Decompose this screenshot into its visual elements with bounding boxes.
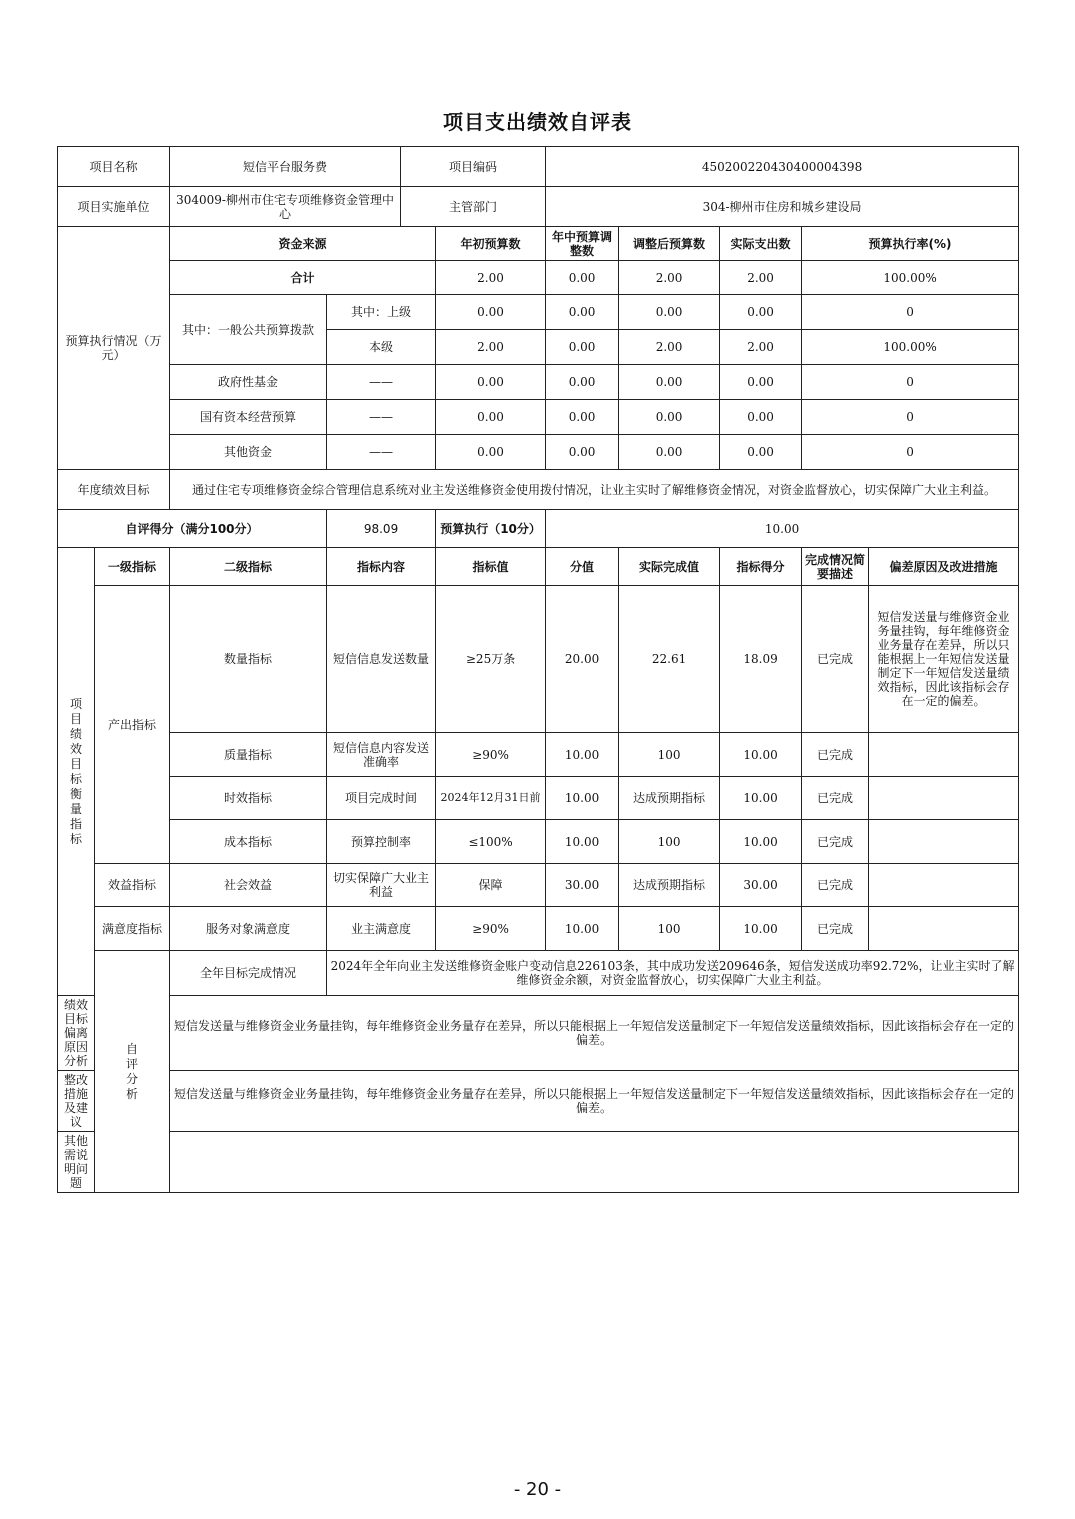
budget-upper-adjusted: 0.00 (619, 295, 720, 330)
budget-other-actual: 0.00 (720, 435, 802, 470)
analysis-item-label: 其他需说明问题 (58, 1132, 95, 1193)
indicator-row-cost (58, 820, 1019, 864)
budget-upper-midyear: 0.00 (546, 295, 619, 330)
analysis-row-rectification (58, 1071, 1019, 1132)
budget-total-actual: 2.00 (720, 261, 802, 295)
indicator-level2: 成本指标 (170, 820, 327, 864)
indicator-level2: 数量指标 (170, 586, 327, 733)
budget-header-rate: 预算执行率(%) (802, 227, 1019, 261)
budget-other-initial: 0.00 (436, 435, 546, 470)
analysis-item-label: 绩效目标偏离原因分析 (58, 996, 95, 1071)
dept-value: 304-柳州市住房和城乡建设局 (546, 187, 1019, 227)
indicator-header-content: 指标内容 (327, 548, 436, 586)
budget-govfund-midyear: 0.00 (546, 365, 619, 400)
budget-statecap-actual: 0.00 (720, 400, 802, 435)
unit-label: 项目实施单位 (58, 187, 170, 227)
project-name-value: 短信平台服务费 (170, 147, 401, 187)
indicator-row-quality (58, 733, 1019, 777)
project-code-label: 项目编码 (401, 147, 546, 187)
budget-total-label: 合计 (170, 261, 436, 295)
budget-header-adjusted: 调整后预算数 (619, 227, 720, 261)
benefit-indicator-label: 效益指标 (95, 864, 170, 907)
indicator-content: 业主满意度 (327, 907, 436, 951)
indicator-content: 短信信息内容发送准确率 (327, 733, 436, 777)
budget-local-rate: 100.00% (802, 330, 1019, 365)
budget-exec-value: 10.00 (546, 510, 1019, 548)
indicator-content: 项目完成时间 (327, 777, 436, 820)
budget-govfund-rate: 0 (802, 365, 1019, 400)
indicator-target: 2024年12月31日前 (436, 777, 546, 820)
indicator-actual: 达成预期指标 (619, 777, 720, 820)
budget-local-adjusted: 2.00 (619, 330, 720, 365)
satisfaction-indicator-label: 满意度指标 (95, 907, 170, 951)
indicator-header-level1: 一级指标 (95, 548, 170, 586)
page-number: - 20 - (513, 1479, 562, 1500)
budget-govfund-initial: 0.00 (436, 365, 546, 400)
indicator-status: 已完成 (802, 820, 869, 864)
budget-upper-row (58, 295, 1019, 330)
indicator-section-label (58, 548, 95, 996)
score-label: 自评得分（满分100分） (58, 510, 327, 548)
budget-header-midyear: 年中预算调整数 (546, 227, 619, 261)
budget-local-label: 本级 (327, 330, 436, 365)
indicator-status: 已完成 (802, 777, 869, 820)
budget-statecap-row (58, 400, 1019, 435)
indicator-weight: 30.00 (546, 864, 619, 907)
annual-goal-row (58, 470, 1019, 510)
indicator-row-satisfaction (58, 907, 1019, 951)
indicator-weight: 10.00 (546, 777, 619, 820)
budget-header-actual: 实际支出数 (720, 227, 802, 261)
budget-exec-label: 预算执行（10分） (436, 510, 546, 548)
budget-other-dash: —— (327, 435, 436, 470)
indicator-header-status: 完成情况简要描述 (802, 548, 869, 586)
analysis-item-label: 整改措施及建议 (58, 1071, 95, 1132)
indicator-score: 10.00 (720, 907, 802, 951)
budget-govfund-dash: —— (327, 365, 436, 400)
indicator-weight: 10.00 (546, 820, 619, 864)
budget-upper-label: 其中：上级 (327, 295, 436, 330)
budget-upper-initial: 0.00 (436, 295, 546, 330)
indicator-section-text: 项目绩效目标衡量指标 (69, 696, 82, 846)
indicator-deviation (869, 777, 1019, 820)
indicator-target: ≤100% (436, 820, 546, 864)
analysis-row-completion (58, 951, 1019, 996)
project-name-row (58, 147, 1019, 187)
project-name-label: 项目名称 (58, 147, 170, 187)
indicator-score: 10.00 (720, 733, 802, 777)
score-value: 98.09 (327, 510, 436, 548)
indicator-header-weight: 分值 (546, 548, 619, 586)
budget-govfund-row (58, 365, 1019, 400)
budget-other-row (58, 435, 1019, 470)
indicator-deviation (869, 733, 1019, 777)
output-indicator-label: 产出指标 (95, 586, 170, 864)
indicator-row-quantity (58, 586, 1019, 733)
analysis-row-deviation (58, 996, 1019, 1071)
analysis-section-label (95, 951, 170, 1193)
indicator-header-actual: 实际完成值 (619, 548, 720, 586)
indicator-target: ≥90% (436, 907, 546, 951)
budget-local-midyear: 0.00 (546, 330, 619, 365)
budget-total-initial: 2.00 (436, 261, 546, 295)
indicator-score: 18.09 (720, 586, 802, 733)
indicator-status: 已完成 (802, 864, 869, 907)
indicator-level2: 质量指标 (170, 733, 327, 777)
indicator-deviation (869, 820, 1019, 864)
indicator-weight: 20.00 (546, 586, 619, 733)
performance-table (57, 146, 1019, 1193)
indicator-row-timeliness (58, 777, 1019, 820)
budget-govfund-label: 政府性基金 (170, 365, 327, 400)
analysis-item-text: 短信发送量与维修资金业务量挂钩，每年维修资金业务量存在差异，所以只能根据上一年短信发送量制定下一年短信发送量绩效指标，因此该指标会存在一定的偏差。 (170, 1071, 1019, 1132)
budget-other-rate: 0 (802, 435, 1019, 470)
unit-row (58, 187, 1019, 227)
budget-other-midyear: 0.00 (546, 435, 619, 470)
budget-local-initial: 2.00 (436, 330, 546, 365)
indicator-score: 30.00 (720, 864, 802, 907)
dept-label: 主管部门 (401, 187, 546, 227)
indicator-row-social (58, 864, 1019, 907)
indicator-score: 10.00 (720, 820, 802, 864)
budget-statecap-rate: 0 (802, 400, 1019, 435)
indicator-header-deviation: 偏差原因及改进措施 (869, 548, 1019, 586)
budget-govfund-adjusted: 0.00 (619, 365, 720, 400)
budget-total-midyear: 0.00 (546, 261, 619, 295)
unit-value: 304009-柳州市住宅专项维修资金管理中心 (170, 187, 401, 227)
project-code-value: 450200220430400004398 (546, 147, 1019, 187)
indicator-header-level2: 二级指标 (170, 548, 327, 586)
indicator-content: 切实保障广大业主利益 (327, 864, 436, 907)
indicator-header-score: 指标得分 (720, 548, 802, 586)
indicator-status: 已完成 (802, 907, 869, 951)
indicator-target: 保障 (436, 864, 546, 907)
indicator-actual: 100 (619, 733, 720, 777)
analysis-item-text: 2024年全年向业主发送维修资金账户变动信息226103条，其中成功发送209646条，短信发送成功率92.72%，让业主实时了解维修资金余额，对资金监督放心，切实保障广大业主利益。 (327, 951, 1019, 996)
budget-total-rate: 100.00% (802, 261, 1019, 295)
budget-header-source: 资金来源 (170, 227, 436, 261)
indicator-content: 预算控制率 (327, 820, 436, 864)
budget-other-label: 其他资金 (170, 435, 327, 470)
indicator-level2: 社会效益 (170, 864, 327, 907)
annual-goal-text: 通过住宅专项维修资金综合管理信息系统对业主发送维修资金使用拨付情况，让业主实时了解维修资金情况，对资金监督放心，切实保障广大业主利益。 (170, 470, 1019, 510)
budget-total-row (58, 261, 1019, 295)
indicator-deviation: 短信发送量与维修资金业务量挂钩，每年维修资金业务量存在差异，所以只能根据上一年短信发送量制定下一年短信发送量绩效指标，因此该指标会存在一定的偏差。 (869, 586, 1019, 733)
indicator-deviation (869, 907, 1019, 951)
indicator-level2: 时效指标 (170, 777, 327, 820)
budget-statecap-dash: —— (327, 400, 436, 435)
indicator-status: 已完成 (802, 733, 869, 777)
indicator-header-row (58, 548, 1019, 586)
annual-goal-label: 年度绩效目标 (58, 470, 170, 510)
indicator-target: ≥90% (436, 733, 546, 777)
indicator-actual: 100 (619, 907, 720, 951)
budget-statecap-midyear: 0.00 (546, 400, 619, 435)
analysis-item-label: 全年目标完成情况 (170, 951, 327, 996)
indicator-status: 已完成 (802, 586, 869, 733)
budget-total-adjusted: 2.00 (619, 261, 720, 295)
budget-statecap-label: 国有资本经营预算 (170, 400, 327, 435)
analysis-item-text: 短信发送量与维修资金业务量挂钩，每年维修资金业务量存在差异，所以只能根据上一年短信发送量制定下一年短信发送量绩效指标，因此该指标会存在一定的偏差。 (170, 996, 1019, 1071)
budget-upper-rate: 0 (802, 295, 1019, 330)
analysis-row-other (58, 1132, 1019, 1193)
analysis-section-text: 自评分析 (125, 1041, 138, 1101)
budget-general-label: 其中：一般公共预算拨款 (170, 295, 327, 365)
indicator-score: 10.00 (720, 777, 802, 820)
budget-statecap-adjusted: 0.00 (619, 400, 720, 435)
indicator-actual: 22.61 (619, 586, 720, 733)
score-row (58, 510, 1019, 548)
indicator-level2: 服务对象满意度 (170, 907, 327, 951)
budget-upper-actual: 0.00 (720, 295, 802, 330)
budget-statecap-initial: 0.00 (436, 400, 546, 435)
indicator-weight: 10.00 (546, 733, 619, 777)
budget-other-adjusted: 0.00 (619, 435, 720, 470)
analysis-item-text (170, 1132, 1019, 1193)
indicator-weight: 10.00 (546, 907, 619, 951)
budget-local-actual: 2.00 (720, 330, 802, 365)
page-title: 项目支出绩效自评表 (443, 110, 632, 134)
indicator-deviation (869, 864, 1019, 907)
indicator-content: 短信信息发送数量 (327, 586, 436, 733)
indicator-target: ≥25万条 (436, 586, 546, 733)
budget-header-row (58, 227, 1019, 261)
indicator-header-target: 指标值 (436, 548, 546, 586)
indicator-actual: 达成预期指标 (619, 864, 720, 907)
budget-govfund-actual: 0.00 (720, 365, 802, 400)
budget-section-label: 预算执行情况（万元） (58, 227, 170, 470)
indicator-actual: 100 (619, 820, 720, 864)
budget-header-initial: 年初预算数 (436, 227, 546, 261)
